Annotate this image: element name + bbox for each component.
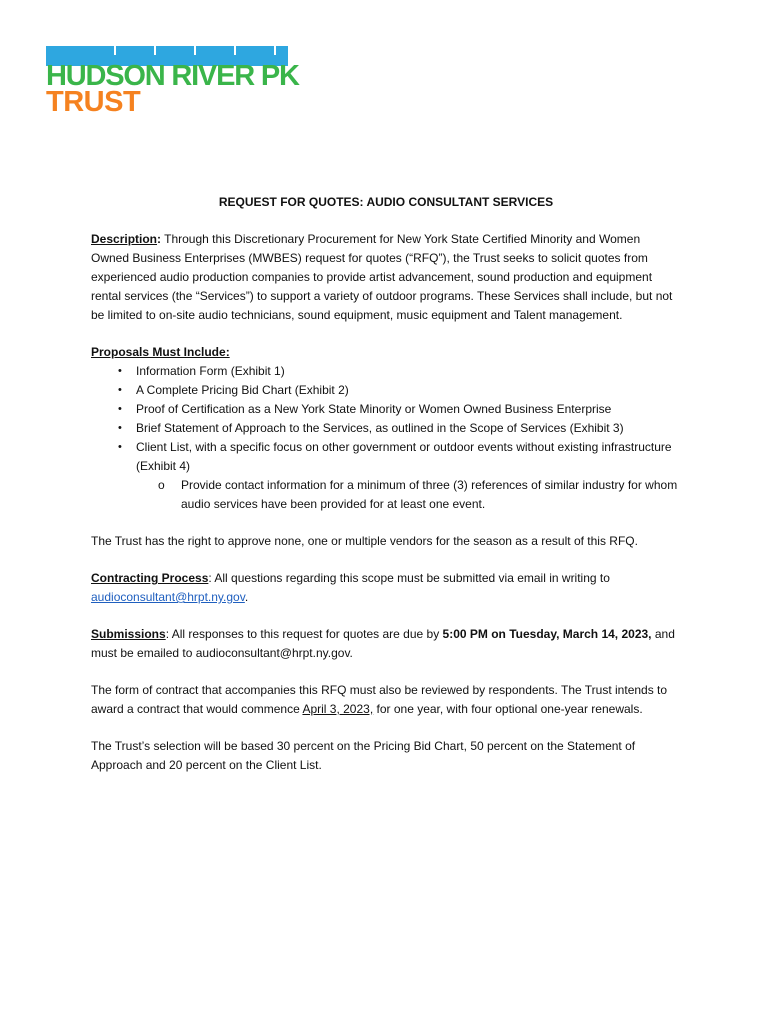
logo-notch	[154, 46, 156, 55]
bullet-icon: •	[118, 441, 122, 453]
submissions-colon: :	[165, 627, 170, 641]
submissions-text-2: and must be emailed to audioconsultant@hrpt.ny.gov.	[91, 627, 675, 660]
contracting-text: All questions regarding this scope must be submitted via email in writing to	[211, 571, 610, 585]
document-body	[91, 193, 681, 793]
bullet-icon: •	[118, 422, 122, 434]
logo-notch	[194, 46, 196, 55]
bullet-icon: •	[118, 384, 122, 396]
submissions-paragraph	[91, 625, 681, 663]
list-item-text: Client List, with a specific focus on other government or outdoor events without existing infrastructure (Exhibit 4)	[136, 440, 672, 473]
bullet-icon: •	[118, 403, 122, 415]
list-item-text: Brief Statement of Approach to the Services, as outlined in the Scope of Services (Exhibit 3)	[136, 421, 624, 435]
contact-email-link[interactable]: audioconsultant@hrpt.ny.gov	[91, 590, 245, 604]
submissions-deadline: 5:00 PM on Tuesday, March 14, 2023,	[442, 627, 652, 641]
logo-text-line1: HUDSON RIVER PK	[46, 60, 299, 92]
list-item	[91, 362, 681, 381]
contract-form-text: The form of contract that accompanies this RFQ must also be reviewed by respondents. The Trust intends to award a contract that would commence	[91, 683, 668, 716]
description-colon: :	[157, 232, 162, 246]
list-item	[91, 400, 681, 419]
description-paragraph	[91, 230, 681, 325]
logo-text-line2: TRUST	[46, 86, 141, 118]
contracting-end: .	[244, 590, 249, 604]
logo-notch	[274, 46, 276, 55]
list-item	[91, 419, 681, 438]
document-title: REQUEST FOR QUOTES: AUDIO CONSULTANT SERVICES	[218, 195, 554, 209]
sub-list-item	[136, 476, 681, 514]
proposals-heading: Proposals Must Include:	[91, 345, 230, 359]
proposals-section	[91, 343, 681, 514]
contracting-paragraph	[91, 569, 681, 607]
list-item	[91, 438, 681, 514]
proposals-list	[91, 362, 681, 514]
list-item-text: Information Form (Exhibit 1)	[136, 364, 285, 378]
logo-notch	[234, 46, 236, 55]
hudson-river-park-trust-logo	[46, 46, 299, 118]
contract-form-paragraph	[91, 681, 681, 719]
contracting-colon: :	[208, 571, 212, 585]
contract-form-text-2: for one year, with four optional one-year renewals.	[373, 702, 643, 716]
selection-paragraph: The Trust’s selection will be based 30 percent on the Pricing Bid Chart, 50 percent on the Statement of Approach and 20 percent on the Client List.	[91, 739, 636, 772]
description-text: Through this Discretionary Procurement for New York State Certified Minority and Women Owned Business Enterprises (MWBES) request for quotes (“RFQ”), the Trust seeks to solicit quotes from experienced audio production companies to provide artist advancement, sound production and equipment rental services (the “Services”) to support a variety of outdoor programs. These Services shall include, but not be limited to on-site audio technicians, sound equipment, music equipment and Talent management.	[91, 232, 673, 322]
sub-list-item-text: Provide contact information for a minimum of three (3) references of similar industry for whom audio services have been provided for at least one event.	[181, 478, 678, 511]
description-label: Description	[91, 232, 158, 246]
list-item-text: Proof of Certification as a New York State Minority or Women Owned Business Enterprise	[136, 402, 612, 416]
list-item-text: A Complete Pricing Bid Chart (Exhibit 2)	[136, 383, 349, 397]
contracting-label: Contracting Process	[91, 571, 209, 585]
proposals-sublist	[136, 476, 681, 514]
logo-notch	[114, 46, 116, 55]
approval-paragraph: The Trust has the right to approve none, one or multiple vendors for the season as a result of this RFQ.	[91, 534, 638, 548]
submissions-text: All responses to this request for quotes are due by	[169, 627, 443, 641]
circle-bullet-icon: o	[158, 478, 165, 492]
bullet-icon: •	[118, 365, 122, 377]
submissions-label: Submissions	[91, 627, 166, 641]
list-item	[91, 381, 681, 400]
contract-start-date: April 3, 2023,	[302, 702, 374, 716]
